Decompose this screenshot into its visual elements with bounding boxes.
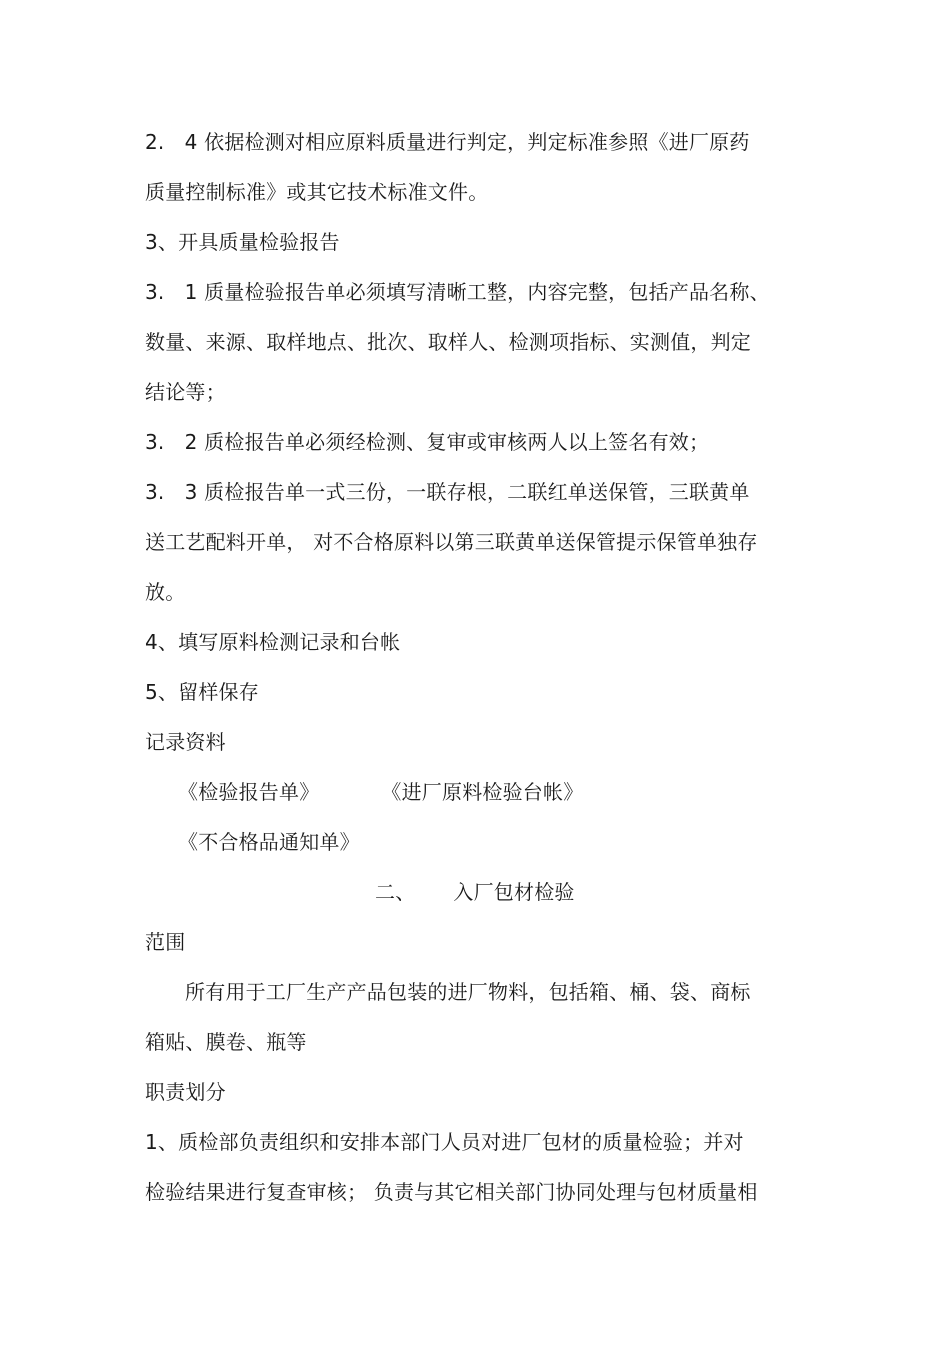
text-line: 2. 4 依据检测对相应原料质量进行判定，判定标准参照《进厂原药 (145, 130, 750, 154)
section-heading (375, 878, 575, 906)
text-line: 数量、来源、取样地点、批次、取样人、检测项指标、实测值，判定 (145, 330, 751, 354)
section-title: 入厂包材检验 (453, 880, 575, 904)
text-line: 送工艺配料开单， 对不合格原料以第三联黄单送保管提示保管单独存 (145, 530, 758, 554)
record-item: 《不合格品通知单》 (178, 830, 360, 854)
scope-label: 范围 (145, 930, 186, 954)
text-line: 所有用于工厂生产产品包装的进厂物料，包括箱、桶、袋、商标 (185, 980, 751, 1004)
duty-label: 职责划分 (145, 1080, 226, 1104)
text-line: 1、质检部负责组织和安排本部门人员对进厂包材的质量检验；并对 (145, 1130, 744, 1154)
text-line: 3. 2 质检报告单必须经检测、复审或审核两人以上签名有效； (145, 430, 710, 454)
records-row (178, 778, 583, 806)
section-item-heading: 5、留样保存 (145, 680, 259, 704)
text-line: 3. 1 质量检验报告单必须填写清晰工整，内容完整，包括产品名称、 (145, 280, 770, 304)
section-number: 二、 (375, 880, 416, 904)
section-item-heading: 4、填写原料检测记录和台帐 (145, 630, 401, 654)
text-line: 放。 (145, 580, 186, 604)
section-item-heading: 3、开具质量检验报告 (145, 230, 340, 254)
text-line: 箱贴、膜卷、瓶等 (145, 1030, 307, 1054)
record-item: 《进厂原料检验台帐》 (381, 780, 584, 804)
text-line: 结论等； (145, 380, 226, 404)
record-item: 《检验报告单》 (178, 780, 320, 804)
text-line: 质量控制标准》或其它技术标准文件。 (145, 180, 489, 204)
records-label: 记录资料 (145, 730, 226, 754)
text-line: 3. 3 质检报告单一式三份，一联存根，二联红单送保管，三联黄单 (145, 480, 750, 504)
text-line: 检验结果进行复查审核； 负责与其它相关部门协同处理与包材质量相 (145, 1180, 758, 1204)
